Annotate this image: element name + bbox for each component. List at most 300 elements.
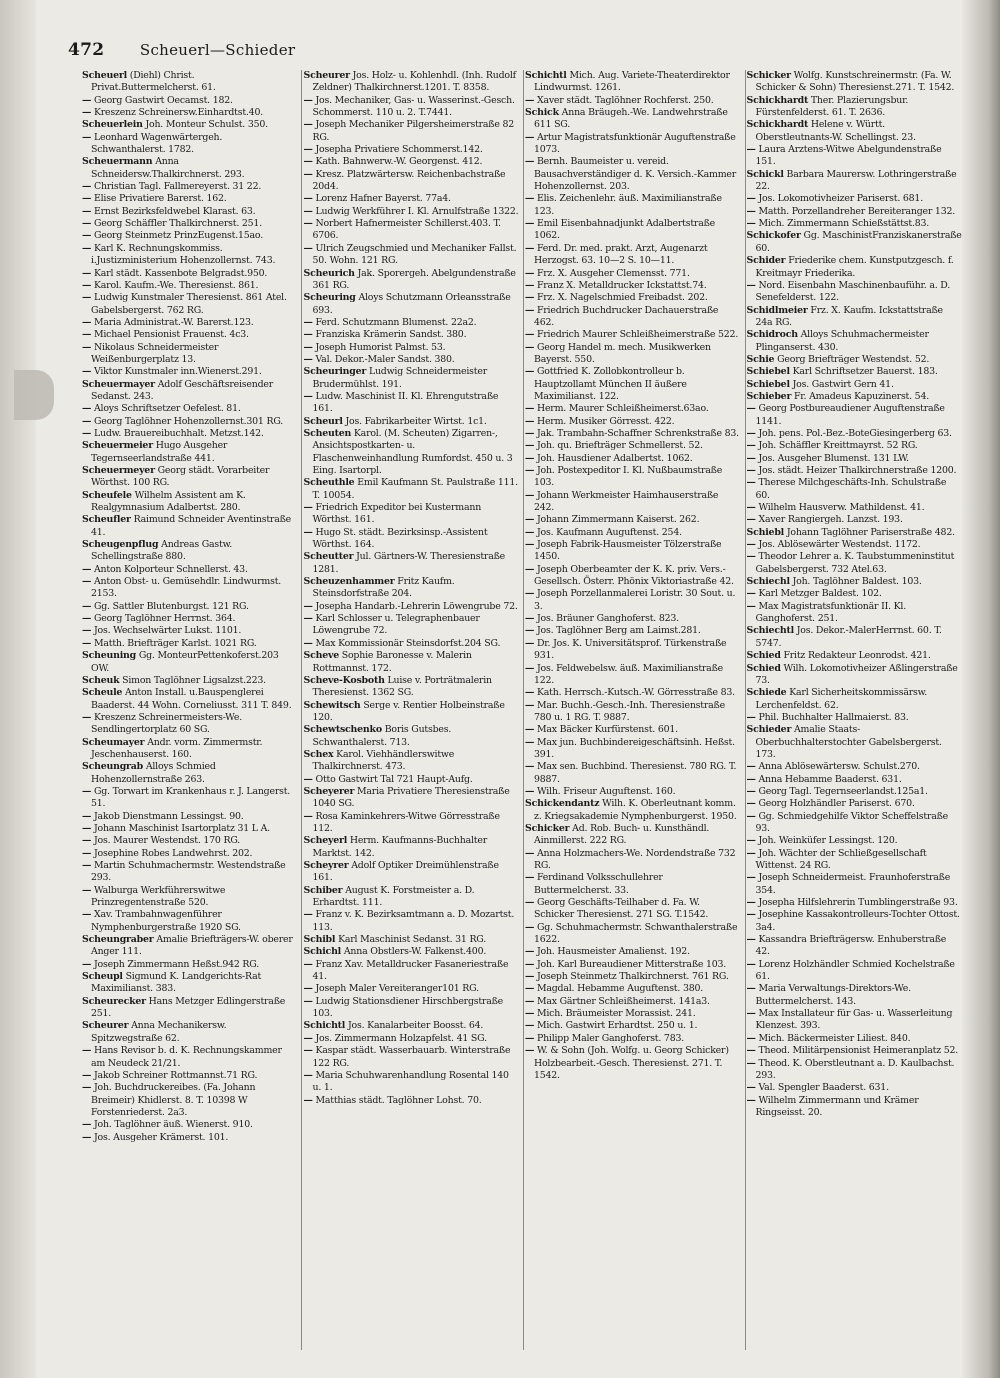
entry-details: Adolf Optiker Dreimühlenstraße 161. bbox=[312, 860, 499, 884]
entry-surname: Schex bbox=[303, 748, 334, 760]
entry-details: Matth. Briefträger Karlst. 1021 RG. bbox=[93, 637, 257, 649]
directory-entry bbox=[304, 502, 520, 527]
entry-details: Philipp Maler Ganghoferst. 783. bbox=[536, 1032, 685, 1044]
directory-entry bbox=[525, 329, 741, 341]
directory-entry bbox=[304, 391, 520, 416]
directory-entry bbox=[747, 514, 963, 526]
entry-details: Jos. Kanalarbeiter Boosst. 64. bbox=[347, 1020, 484, 1032]
entry-surname: — bbox=[746, 539, 756, 551]
entry-details: Ulrich Zeugschmied und Mechaniker Fallst. 50. Wohn. 121 RG. bbox=[312, 242, 517, 267]
directory-entry bbox=[747, 329, 963, 354]
entry-details: Georg Taglöhner Hohenzollernst.301 RG. bbox=[93, 415, 284, 427]
entry-surname: — bbox=[82, 193, 92, 205]
directory-entry bbox=[82, 613, 298, 625]
entry-details: Jos. Lokomotivheizer Pariserst. 681. bbox=[758, 193, 923, 205]
entry-details: Andr. vorm. Zimmermstr. Jeschenhauserst. 160. bbox=[91, 736, 263, 760]
entry-surname: — bbox=[525, 366, 535, 378]
entry-surname: — bbox=[82, 822, 92, 834]
entry-details: Anna Holzmachers-We. Nordendstraße 732 RG. bbox=[534, 847, 736, 871]
directory-entry bbox=[304, 983, 520, 995]
directory-entry bbox=[525, 527, 741, 539]
entry-details: Artur Magistratsfunktionär Auguftenstraße 1073. bbox=[534, 131, 736, 156]
entry-details: Jos. Zimmermann Holzapfelst. 41 SG. bbox=[315, 1032, 487, 1044]
directory-entry bbox=[525, 724, 741, 736]
entry-surname: Schider bbox=[746, 255, 786, 267]
directory-entry bbox=[747, 169, 963, 194]
directory-entry bbox=[304, 342, 520, 354]
entry-surname: — bbox=[525, 1008, 535, 1020]
entry-surname: — bbox=[303, 773, 313, 785]
directory-entry bbox=[304, 317, 520, 329]
entry-surname: — bbox=[746, 600, 756, 612]
entry-details: Raimund Schneider Aventinstraße 41. bbox=[91, 514, 292, 538]
entry-details: Ernst Bezirksfeldwebel Klarast. 63. bbox=[93, 205, 256, 217]
entry-surname: — bbox=[82, 329, 92, 341]
entry-surname: Schiebel bbox=[746, 366, 790, 378]
entry-surname: — bbox=[303, 958, 313, 970]
directory-entry bbox=[525, 403, 741, 415]
entry-surname: — bbox=[746, 1032, 756, 1044]
entry-details: Sophie Baronesse v. Malerin Rottmannst. 172. bbox=[312, 650, 472, 674]
entry-details: Magdal. Hebamme Auguftenst. 380. bbox=[536, 983, 704, 995]
entry-details: Gg. MonteurPettenkoferst.203 OW. bbox=[91, 650, 279, 674]
directory-entry bbox=[304, 576, 520, 601]
directory-entry bbox=[304, 551, 520, 576]
entry-surname: — bbox=[746, 909, 756, 921]
entry-details: Joh. Postexpeditor I. Kl. Nußbaumstraße 103. bbox=[534, 465, 723, 489]
entry-details: Michael Pensionist Frauenst. 4c3. bbox=[93, 329, 249, 341]
entry-details: Jos. Dekor.-MalerHerrnst. 60. T. 5747. bbox=[755, 625, 942, 649]
entry-surname: — bbox=[525, 427, 535, 439]
entry-details: Jos. Kaufmann Auguftenst. 254. bbox=[536, 526, 682, 538]
entry-surname: — bbox=[525, 613, 535, 625]
directory-entry bbox=[304, 292, 520, 317]
directory-entry bbox=[525, 453, 741, 465]
entry-surname: Scheungraber bbox=[82, 934, 154, 946]
entry-surname: Scheve-Kosboth bbox=[303, 674, 385, 686]
directory-entry bbox=[525, 342, 741, 367]
directory-entry bbox=[747, 193, 963, 205]
entry-details: Karl Schlosser u. Telegraphenbauer Löwengrube 72. bbox=[312, 613, 480, 637]
entry-details: Sigmund K. Landgerichts-Rat Maximilianst. 383. bbox=[91, 971, 262, 995]
directory-entry bbox=[82, 1020, 298, 1045]
entry-surname: — bbox=[303, 983, 313, 995]
entry-details: Georg städt. Vorarbeiter Wörthst. 100 RG. bbox=[91, 465, 270, 489]
entry-details: Georg Handel m. mech. Musikwerken Bayerst. 550. bbox=[534, 341, 711, 365]
entry-surname: — bbox=[525, 131, 535, 143]
directory-entry bbox=[525, 946, 741, 958]
entry-details: Jos. Mechaniker, Gas- u. Wasserinst.-Gesch. Schommerst. 110 u. 2. T.7441. bbox=[312, 94, 515, 119]
entry-details: Franz X. Metalldrucker Ickstattst.74. bbox=[536, 279, 707, 291]
entry-surname: — bbox=[525, 292, 535, 304]
entry-surname: — bbox=[82, 909, 92, 921]
entry-surname: — bbox=[82, 1119, 92, 1131]
directory-entry bbox=[747, 218, 963, 230]
entry-surname: Schidroch bbox=[746, 329, 798, 341]
directory-entry bbox=[747, 502, 963, 514]
page-number: 472 bbox=[68, 40, 105, 60]
entry-surname: — bbox=[525, 921, 535, 933]
entry-details: Karol. Kaufm.-We. Theresienst. 861. bbox=[93, 279, 259, 291]
entry-details: Hans Metzger Edlingerstraße 251. bbox=[91, 995, 286, 1020]
directory-entry bbox=[304, 243, 520, 268]
directory-entry bbox=[82, 823, 298, 835]
directory-entry bbox=[525, 465, 741, 490]
entry-details: Georg Taglöhner Herrnst. 364. bbox=[93, 613, 236, 625]
entry-surname: — bbox=[303, 242, 313, 254]
entry-details: Alloys Schmied Hohenzollernstraße 263. bbox=[91, 761, 216, 785]
entry-surname: — bbox=[525, 946, 535, 958]
directory-entry bbox=[82, 860, 298, 885]
entry-details: Dr. Jos. K. Universitätsprof. Türkenstraße 931. bbox=[534, 637, 727, 662]
entry-surname: Schicker bbox=[525, 822, 570, 834]
entry-details: Jos. Taglöhner Berg am Laimst.281. bbox=[536, 625, 701, 637]
directory-entry bbox=[747, 1008, 963, 1033]
entry-surname: — bbox=[303, 144, 313, 156]
entry-details: Gg. Schuhmachermstr. Schwanthalerstraße 1622. bbox=[534, 921, 738, 946]
directory-entry bbox=[82, 70, 298, 95]
entry-details: W. & Sohn (Joh. Wolfg. u. Georg Schicker) Holzbearbeit.-Gesch. Theresienst. 271. T. 1542. bbox=[534, 1045, 729, 1081]
entry-surname: Scheuringer bbox=[303, 366, 367, 378]
entry-details: Ther. Plazierungsbur. Fürstenfelderst. 61. T. 2636. bbox=[755, 94, 909, 119]
entry-details: Anna Obstlers-W. Falkenst.400. bbox=[343, 946, 487, 958]
entry-details: Ludwig Stationsdiener Hirschbergstraße 103. bbox=[312, 995, 504, 1020]
directory-entry bbox=[525, 1045, 741, 1082]
entry-details: Wilhelm Zimmermann und Krämer Ringseisst. 20. bbox=[755, 1094, 919, 1118]
directory-entry bbox=[304, 811, 520, 836]
directory-entry bbox=[304, 885, 520, 910]
entry-details: Laura Arztens-Witwe Abelgundenstraße 151. bbox=[755, 144, 942, 168]
entry-surname: Schieber bbox=[746, 390, 792, 402]
entry-details: Joh. Taglöhner äuß. Wienerst. 910. bbox=[93, 1119, 253, 1131]
entry-surname: Scheumayer bbox=[82, 736, 145, 748]
entry-surname: Schick bbox=[525, 107, 559, 119]
directory-entry bbox=[747, 835, 963, 847]
directory-entry bbox=[525, 416, 741, 428]
entry-details: Adolf Geschäftsreisender Sedanst. 243. bbox=[91, 378, 274, 402]
entry-surname: — bbox=[746, 711, 756, 723]
entry-surname: Schichtl bbox=[303, 1020, 346, 1032]
entry-surname: Scheuerlein bbox=[82, 119, 143, 131]
entry-details: Helene v. Württ. Oberstleutnants-W. Schellingst. 23. bbox=[755, 119, 916, 143]
entry-surname: Scheungrab bbox=[82, 761, 144, 773]
directory-entry bbox=[304, 169, 520, 194]
entry-surname: — bbox=[525, 1020, 535, 1032]
entry-surname: — bbox=[746, 440, 756, 452]
entry-details: Ludwig Werkführer I. Kl. Arnulfstraße 1322. bbox=[315, 205, 519, 217]
entry-surname: — bbox=[525, 761, 535, 773]
directory-entry bbox=[747, 366, 963, 378]
entry-surname: — bbox=[303, 1032, 313, 1044]
entry-surname: — bbox=[525, 785, 535, 797]
entry-details: Josepha Privatiere Schommerst.142. bbox=[315, 144, 483, 156]
entry-details: Joh. Hausdiener Adalbertst. 1062. bbox=[536, 452, 693, 464]
entry-details: Karl städt. Kassenbote Belgradst.950. bbox=[93, 267, 268, 279]
entry-surname: — bbox=[82, 847, 92, 859]
entry-surname: — bbox=[525, 279, 535, 291]
directory-entry bbox=[747, 119, 963, 144]
entry-surname: — bbox=[303, 810, 313, 822]
entry-details: Jos. Feldwebelsw. äuß. Maximilianstraße 122. bbox=[534, 662, 723, 686]
entry-surname: — bbox=[525, 415, 535, 427]
entry-surname: Scheule bbox=[82, 687, 123, 699]
directory-entry bbox=[304, 638, 520, 650]
entry-details: Max sen. Buchbind. Theresienst. 780 RG. T. 9887. bbox=[534, 761, 737, 785]
entry-surname: — bbox=[525, 403, 535, 415]
entry-details: Kaspar städt. Wasserbauarb. Winterstraße 122 RG. bbox=[312, 1045, 511, 1069]
entry-surname: — bbox=[525, 625, 535, 637]
entry-surname: Scheyerl bbox=[303, 835, 348, 847]
entry-surname: — bbox=[746, 193, 756, 205]
directory-entry bbox=[304, 268, 520, 293]
entry-details: Gg. Sattler Blutenburgst. 121 RG. bbox=[93, 600, 249, 612]
entry-surname: — bbox=[82, 563, 92, 575]
entry-surname: — bbox=[525, 1032, 535, 1044]
entry-surname: — bbox=[303, 218, 313, 230]
entry-details: Herm. Musiker Görresst. 422. bbox=[536, 415, 675, 427]
entry-details: Aloys Schutzmann Orleansstraße 693. bbox=[312, 292, 511, 316]
entry-details: Karol. (M. Scheuten) Zigarren-, Ansichtspostkarten- u. Flaschenweinhandlung Rumfordst. 450 u. 3 Eing. Isartorpl. bbox=[312, 427, 513, 476]
entry-details: Mar. Buchh.-Gesch.-Inh. Theresienstraße 780 u. 1 RG. T. 9887. bbox=[534, 699, 725, 723]
entry-surname: — bbox=[525, 452, 535, 464]
entry-surname: — bbox=[746, 279, 756, 291]
entry-surname: Scheurecker bbox=[82, 995, 146, 1007]
directory-entry bbox=[304, 206, 520, 218]
entry-surname: — bbox=[525, 304, 535, 316]
directory-entry bbox=[304, 428, 520, 477]
entry-details: Jos. städt. Heizer Thalkirchnerstraße 1200. bbox=[758, 465, 957, 476]
binding-tab-shadow bbox=[14, 370, 54, 420]
entry-details: Mich. Aug. Variete-Theaterdirektor Lindwurmst. 1261. bbox=[534, 70, 730, 94]
entry-details: Jos. Holz- u. Kohlenhdl. (Inh. Rudolf Zeldner) Thalkirchnerst.1201. T. 8358. bbox=[312, 70, 516, 94]
entry-surname: — bbox=[525, 267, 535, 279]
entry-details: Ferd. Dr. med. prakt. Arzt, Augenarzt Herzogst. 63. 10—2 S. 10—11. bbox=[534, 242, 708, 267]
entry-surname: — bbox=[525, 156, 535, 168]
entry-surname: Scheufler bbox=[82, 514, 131, 526]
entry-surname: Schibl bbox=[303, 934, 336, 946]
entry-details: Fritz Redakteur Leonrodst. 421. bbox=[783, 650, 931, 662]
directory-entry bbox=[525, 798, 741, 823]
entry-details: Kreszenz Schreinermeisters-We. Sendlingertorplatz 60 SG. bbox=[91, 711, 242, 736]
directory-column-4 bbox=[747, 70, 963, 1360]
entry-surname: — bbox=[303, 600, 313, 612]
entry-details: Friedrich Buchdrucker Dachauerstraße 462. bbox=[534, 304, 719, 328]
directory-entry bbox=[82, 1045, 298, 1070]
entry-surname: — bbox=[746, 1057, 756, 1069]
page-header bbox=[68, 40, 948, 70]
directory-entry bbox=[304, 1033, 520, 1045]
entry-surname: Schickhardt bbox=[746, 94, 809, 106]
entry-details: Mich. Zimmermann Schießstättst.83. bbox=[758, 218, 930, 230]
entry-surname: — bbox=[82, 810, 92, 822]
entry-surname: — bbox=[82, 316, 92, 328]
entry-surname: — bbox=[82, 860, 92, 871]
directory-entry bbox=[304, 675, 520, 700]
entry-surname: — bbox=[303, 205, 313, 217]
entry-details: Lorenz Hafner Bayerst. 77a4. bbox=[315, 193, 451, 205]
entry-surname: Scheve bbox=[303, 650, 339, 662]
directory-entry bbox=[304, 724, 520, 749]
directory-entry bbox=[747, 786, 963, 798]
directory-entry bbox=[82, 465, 298, 490]
directory-entry bbox=[747, 403, 963, 428]
entry-details: Maria Schuhwarenhandlung Rosental 140 u. 1. bbox=[312, 1069, 509, 1094]
entry-surname: — bbox=[525, 995, 535, 1007]
directory-entry bbox=[747, 144, 963, 169]
entry-surname: Schiechl bbox=[746, 576, 790, 588]
directory-entry bbox=[82, 342, 298, 367]
entry-details: Georg Gastwirt Oecamst. 182. bbox=[93, 94, 233, 106]
directory-entry bbox=[304, 1020, 520, 1032]
directory-entry bbox=[747, 1033, 963, 1045]
entry-surname: — bbox=[82, 835, 92, 847]
entry-details: Walburga Werkführerswitwe Prinzregentenstraße 520. bbox=[91, 884, 226, 909]
directory-entry bbox=[525, 564, 741, 589]
directory-entry bbox=[82, 514, 298, 539]
directory-entry bbox=[304, 774, 520, 786]
directory-entry bbox=[525, 107, 741, 132]
entry-details: Franziska Krämerin Sandst. 380. bbox=[315, 329, 467, 341]
entry-surname: — bbox=[746, 798, 756, 810]
entry-surname: — bbox=[525, 872, 535, 884]
entry-surname: — bbox=[525, 662, 535, 674]
entry-surname: — bbox=[303, 390, 313, 402]
running-title: Scheuerl—Schieder bbox=[139, 41, 296, 59]
directory-entry bbox=[747, 934, 963, 959]
entry-details: Martin Schuhmachermstr. Westendstraße 293. bbox=[91, 860, 286, 884]
entry-details: Joseph Porzellanmalerei Loristr. 30 Sout. u. 3. bbox=[534, 588, 736, 612]
entry-details: Gg. Torwart im Krankenhaus r. J. Langerst. 51. bbox=[91, 785, 291, 810]
directory-entry bbox=[747, 280, 963, 305]
entry-details: Joseph Steinmetz Thalkirchnerst. 761 RG. bbox=[536, 971, 729, 983]
entry-surname: — bbox=[746, 872, 756, 884]
directory-entry bbox=[525, 1020, 741, 1032]
directory-entry bbox=[82, 909, 298, 934]
directory-entry bbox=[82, 811, 298, 823]
directory-entry bbox=[747, 848, 963, 873]
entry-details: Theod. Militärpensionist Heimeranplatz 52. bbox=[758, 1045, 959, 1057]
entry-surname: Schiebel bbox=[746, 378, 790, 390]
directory-entry bbox=[525, 428, 741, 440]
entry-details: Kassandra Briefträgersw. Enhuberstraße 42. bbox=[755, 934, 947, 958]
entry-surname: — bbox=[746, 452, 756, 464]
directory-entry bbox=[82, 761, 298, 786]
entry-details: Josephine Robes Landwehrst. 202. bbox=[93, 847, 253, 859]
entry-surname: Scheurer bbox=[303, 70, 350, 81]
entry-surname: — bbox=[746, 897, 756, 909]
entry-details: Joh. Monteur Schulst. 350. bbox=[145, 119, 268, 131]
entry-details: Max Gärtner Schleißheimerst. 141a3. bbox=[536, 995, 710, 1007]
entry-surname: — bbox=[82, 107, 92, 119]
entry-surname: Schiechtl bbox=[746, 625, 794, 637]
directory-column-3 bbox=[525, 70, 741, 1360]
entry-details: Gg. Schmiedgehilfe Viktor Scheffelstraße 93. bbox=[755, 810, 949, 834]
directory-entry bbox=[747, 379, 963, 391]
entry-details: Joh. qu. Briefträger Schmellerst. 52. bbox=[536, 440, 703, 452]
entry-details: Wilh. K. Oberleutnant komm. z. Kriegsakademie Nymphenburgerst. 1950. bbox=[534, 798, 737, 822]
entry-surname: Schickhardt bbox=[746, 119, 809, 131]
entry-details: Norbert Hafnermeister Schillerst.403. T. 6706. bbox=[312, 218, 501, 242]
directory-entry bbox=[747, 305, 963, 330]
directory-entry bbox=[304, 959, 520, 984]
entry-surname: Scheuermann bbox=[82, 156, 153, 168]
entry-details: Georg Briefträger Westendst. 52. bbox=[777, 353, 930, 365]
entry-surname: Scheyerer bbox=[303, 785, 355, 797]
directory-entry bbox=[525, 440, 741, 452]
directory-entry bbox=[82, 156, 298, 181]
entry-surname: Schickofer bbox=[746, 230, 801, 242]
directory-entry bbox=[525, 737, 741, 762]
directory-entry bbox=[525, 613, 741, 625]
entry-details: Max Kommissionär Steinsdorfst.204 SG. bbox=[315, 637, 501, 649]
entry-surname: — bbox=[525, 341, 535, 353]
directory-entry bbox=[525, 70, 741, 95]
directory-entry bbox=[747, 588, 963, 600]
entry-details: Boris Gutsbes. Schwanthalerst. 713. bbox=[312, 724, 452, 748]
directory-entry bbox=[82, 885, 298, 910]
entry-surname: Schichtl bbox=[525, 70, 567, 81]
entry-surname: Scheutter bbox=[303, 551, 354, 563]
directory-entry bbox=[747, 440, 963, 452]
directory-entry bbox=[304, 477, 520, 502]
entry-details: Otto Gastwirt Tal 721 Haupt-Aufg. bbox=[315, 773, 473, 785]
entry-surname: — bbox=[746, 934, 756, 946]
entry-surname: Scheurl bbox=[303, 415, 343, 427]
directory-entry bbox=[747, 712, 963, 724]
entry-details: Herm. Kaufmanns-Buchhalter Marktst. 142. bbox=[312, 835, 487, 859]
entry-surname: — bbox=[82, 267, 92, 279]
directory-entry bbox=[304, 156, 520, 168]
entry-details: Kresz. Platzwärtersw. Reichenbachstraße 20d4. bbox=[312, 168, 506, 193]
entry-details: Jakob Dienstmann Lessingst. 90. bbox=[93, 810, 244, 822]
entry-surname: Scheurich bbox=[303, 267, 355, 279]
entry-details: Ludwig Schneidermeister Brudermühlst. 191. bbox=[312, 366, 487, 390]
entry-details: Emil Kaufmann St. Paulstraße 111. T. 10054. bbox=[312, 477, 518, 501]
directory-entry bbox=[82, 934, 298, 959]
entry-details: Joh. pens. Pol.-Bez.-BoteGiesingerberg 63. bbox=[758, 427, 952, 439]
directory-entry bbox=[304, 909, 520, 934]
entry-surname: Schieder bbox=[746, 724, 792, 736]
directory-entry bbox=[304, 860, 520, 885]
entry-details: Theod. K. Oberstleutnant a. D. Kaulbachst. 293. bbox=[755, 1057, 955, 1081]
directory-entry bbox=[304, 996, 520, 1021]
entry-surname: — bbox=[82, 366, 92, 378]
entry-details: Ludwig Kunstmaler Theresienst. 861 Atel. Gabelsbergerst. 762 RG. bbox=[91, 292, 287, 316]
entry-details: Anna Hebamme Baaderst. 631. bbox=[758, 773, 902, 785]
directory-entry bbox=[747, 687, 963, 712]
entry-surname: — bbox=[303, 316, 313, 328]
directory-entry bbox=[82, 403, 298, 415]
directory-entry bbox=[82, 206, 298, 218]
entry-surname: Scheuring bbox=[303, 292, 356, 304]
entry-details: Wilh. Lokomotivheizer Aßlingerstraße 73. bbox=[755, 662, 958, 686]
entry-surname: — bbox=[303, 1094, 313, 1106]
directory-entry bbox=[525, 539, 741, 564]
entry-surname: Scheuning bbox=[82, 650, 137, 662]
entry-surname: — bbox=[303, 613, 313, 625]
directory-entry bbox=[747, 909, 963, 934]
entry-details: Jak. Sporergeh. Abelgundenstraße 361 RG. bbox=[312, 267, 516, 291]
directory-entry bbox=[747, 650, 963, 662]
entry-surname: — bbox=[82, 785, 92, 797]
directory-entry bbox=[747, 811, 963, 836]
entry-surname: — bbox=[82, 613, 92, 625]
entry-details: Jos. Ausgeher Blumenst. 131 LW. bbox=[758, 452, 909, 464]
entry-surname: — bbox=[82, 230, 92, 242]
directory-entry bbox=[82, 687, 298, 712]
entry-details: Wolfg. Kunstschreinermstr. (Fa. W. Schicker & Sohn) Theresienst.271. T. 1542. bbox=[755, 70, 955, 94]
entry-surname: — bbox=[746, 144, 756, 156]
